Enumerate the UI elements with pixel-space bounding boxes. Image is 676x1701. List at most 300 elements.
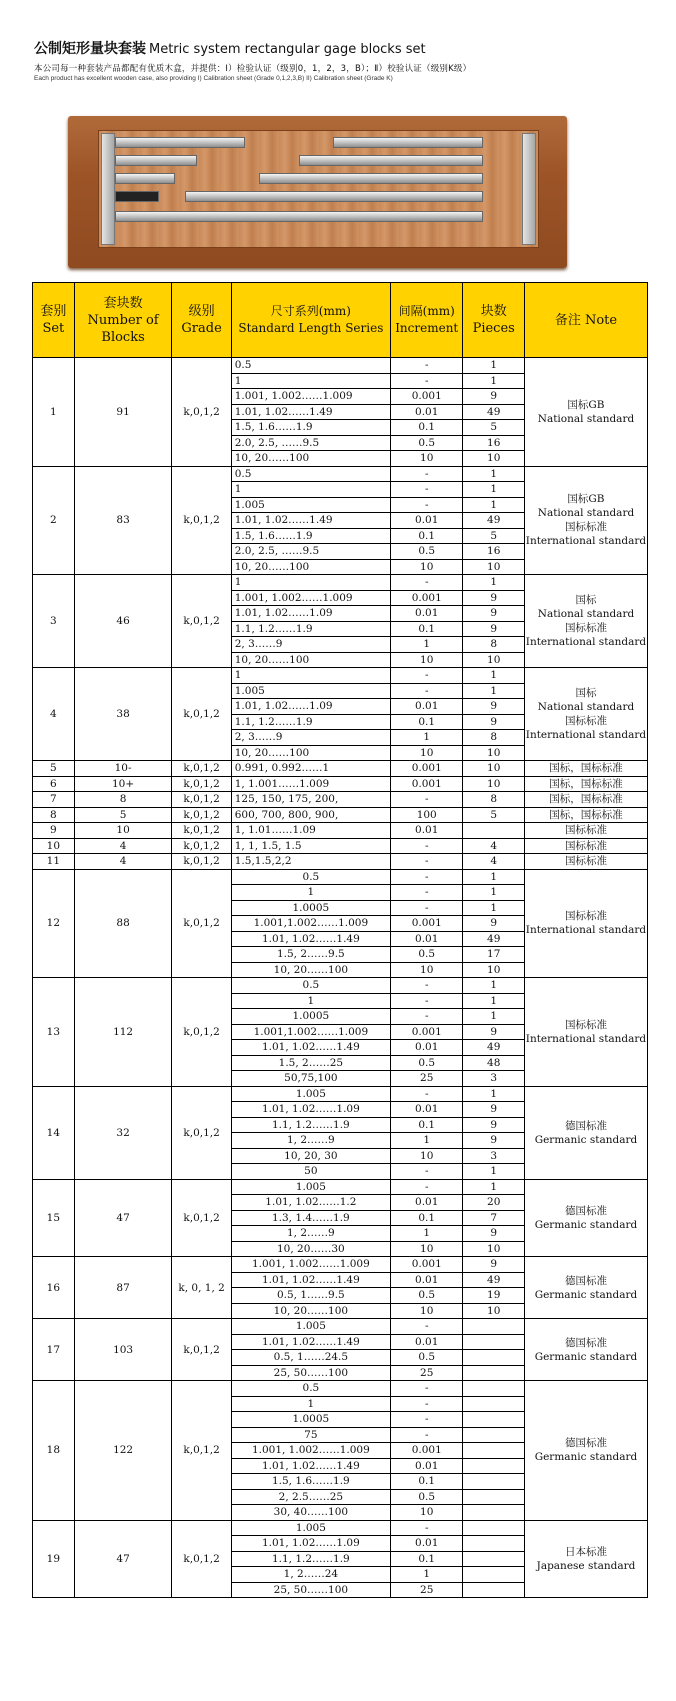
gage-block-bar xyxy=(299,155,483,166)
pieces-cell: 8 xyxy=(463,792,525,808)
set-cell: 9 xyxy=(33,823,75,839)
set-cell: 13 xyxy=(33,978,75,1087)
gage-block-bar xyxy=(115,211,483,222)
series-cell: 2.0, 2.5, ……9.5 xyxy=(231,544,390,560)
series-cell: 1 xyxy=(231,885,390,901)
series-cell: 600, 700, 800, 900, xyxy=(231,807,390,823)
pieces-cell xyxy=(463,1489,525,1505)
note-line: 国标标准 xyxy=(564,715,607,727)
set-cell: 4 xyxy=(33,668,75,761)
note-line: International standard xyxy=(525,729,647,741)
increment-cell: - xyxy=(390,1427,462,1443)
note-line: 德国标准 xyxy=(564,1336,607,1349)
note-cell xyxy=(524,807,647,823)
pieces-cell: 9 xyxy=(463,916,525,932)
series-cell: 25, 50……100 xyxy=(231,1582,390,1598)
pieces-cell xyxy=(463,1396,525,1412)
increment-cell: 0.1 xyxy=(390,1117,462,1133)
increment-cell: - xyxy=(390,978,462,994)
series-cell: 1.5, 1.6……1.9 xyxy=(231,1474,390,1490)
series-cell: 1.005 xyxy=(231,1520,390,1536)
increment-cell: - xyxy=(390,358,462,374)
series-cell: 0.5 xyxy=(231,869,390,885)
note-line: 国标，国标标准 xyxy=(549,777,623,790)
increment-cell: 100 xyxy=(390,807,462,823)
note-line: 德国标准 xyxy=(564,1119,607,1132)
note-line: 国标，国标标准 xyxy=(549,808,623,821)
increment-cell: - xyxy=(390,683,462,699)
note-line: Japanese standard xyxy=(536,1559,636,1572)
set-cell: 11 xyxy=(33,854,75,870)
title-en: Metric system rectangular gage blocks set xyxy=(149,42,426,57)
series-cell: 1.0005 xyxy=(231,900,390,916)
pieces-cell: 1 xyxy=(463,358,525,374)
pieces-cell: 3 xyxy=(463,1148,525,1164)
pieces-cell: 49 xyxy=(463,1040,525,1056)
grade-cell: k,0,1,2 xyxy=(172,838,231,854)
pieces-cell: 17 xyxy=(463,947,525,963)
note-cell xyxy=(524,1179,647,1257)
blocks-cell: 87 xyxy=(74,1257,172,1319)
pieces-cell xyxy=(463,1443,525,1459)
set-cell: 3 xyxy=(33,575,75,668)
increment-cell: 25 xyxy=(390,1365,462,1381)
series-cell: 1.01, 1.02……1.49 xyxy=(231,1458,390,1474)
increment-cell: - xyxy=(390,1009,462,1025)
increment-cell: - xyxy=(390,854,462,870)
series-cell: 1.005 xyxy=(231,1319,390,1335)
note-line: Germanic standard xyxy=(534,1451,638,1464)
increment-cell: 0.01 xyxy=(390,404,462,420)
pieces-cell: 10 xyxy=(463,1303,525,1319)
series-cell: 1.01, 1.02……1.49 xyxy=(231,1040,390,1056)
note-cell xyxy=(524,978,647,1087)
series-cell: 0.5 xyxy=(231,1381,390,1397)
grade-cell: k,0,1,2 xyxy=(172,575,231,668)
series-cell: 1.0005 xyxy=(231,1412,390,1428)
brand-label-block xyxy=(115,191,159,202)
pieces-cell: 1 xyxy=(463,1086,525,1102)
pieces-cell: 9 xyxy=(463,590,525,606)
case-side-block-left xyxy=(101,133,115,245)
note-line: 国标标准 xyxy=(564,1018,607,1031)
col-header-set: 套别 Set xyxy=(33,283,75,358)
series-cell: 10, 20……100 xyxy=(231,1303,390,1319)
series-cell: 1, 1, 1.5, 1.5 xyxy=(231,838,390,854)
series-cell: 0.5 xyxy=(231,466,390,482)
pieces-cell: 8 xyxy=(463,730,525,746)
increment-cell: - xyxy=(390,1086,462,1102)
series-cell: 1.005 xyxy=(231,1086,390,1102)
increment-cell: 10 xyxy=(390,745,462,761)
case-side-block-right xyxy=(522,133,536,245)
series-cell: 1.1, 1.2……1.9 xyxy=(231,621,390,637)
grade-cell: k, 0, 1, 2 xyxy=(172,1257,231,1319)
note-cell xyxy=(524,761,647,777)
increment-cell: - xyxy=(390,1520,462,1536)
pieces-cell xyxy=(463,1520,525,1536)
pieces-cell: 49 xyxy=(463,1272,525,1288)
increment-cell: - xyxy=(390,497,462,513)
increment-cell: - xyxy=(390,900,462,916)
grade-cell: k,0,1,2 xyxy=(172,1086,231,1179)
series-cell: 1.001, 1.002……1.009 xyxy=(231,1443,390,1459)
increment-cell: 0.1 xyxy=(390,714,462,730)
note-line: Germanic standard xyxy=(534,1350,638,1363)
note-cell xyxy=(524,358,647,467)
pieces-cell: 9 xyxy=(463,389,525,405)
blocks-cell: 47 xyxy=(74,1520,172,1598)
series-cell: 1 xyxy=(231,993,390,1009)
description-en: Each product has excellent wooden case, also providing I) Calibration sheet (Grade 0,1,2,3,B) II) Calibration sheet (Grade K) xyxy=(34,75,393,82)
note-cell xyxy=(524,854,647,870)
increment-cell: 10 xyxy=(390,962,462,978)
series-cell: 0.991, 0.992……1 xyxy=(231,761,390,777)
series-cell: 1.01, 1.02……1.49 xyxy=(231,404,390,420)
pieces-cell: 9 xyxy=(463,699,525,715)
increment-cell: 0.01 xyxy=(390,699,462,715)
table-row xyxy=(33,1086,648,1102)
pieces-cell: 10 xyxy=(463,652,525,668)
increment-cell: 25 xyxy=(390,1071,462,1087)
pieces-cell xyxy=(463,1551,525,1567)
series-cell: 1.01, 1.02……1.09 xyxy=(231,1102,390,1118)
pieces-cell: 1 xyxy=(463,683,525,699)
increment-cell: 1 xyxy=(390,1133,462,1149)
table-header-row xyxy=(33,283,648,358)
set-cell: 17 xyxy=(33,1319,75,1381)
grade-cell: k,0,1,2 xyxy=(172,1381,231,1521)
series-cell: 2, 3……9 xyxy=(231,637,390,653)
table-row xyxy=(33,823,648,839)
set-cell: 7 xyxy=(33,792,75,808)
increment-cell: 10 xyxy=(390,1241,462,1257)
gage-block-bar xyxy=(259,173,483,184)
increment-cell: 10 xyxy=(390,1148,462,1164)
series-cell: 1.01, 1.02……1.09 xyxy=(231,606,390,622)
note-cell xyxy=(524,823,647,839)
series-cell: 2.0, 2.5, ……9.5 xyxy=(231,435,390,451)
increment-cell: 0.5 xyxy=(390,947,462,963)
pieces-cell: 10 xyxy=(463,451,525,467)
pieces-cell: 49 xyxy=(463,931,525,947)
blocks-cell: 103 xyxy=(74,1319,172,1381)
increment-cell: 1 xyxy=(390,1567,462,1583)
series-cell: 10, 20……30 xyxy=(231,1241,390,1257)
table-row xyxy=(33,978,648,994)
pieces-cell: 9 xyxy=(463,1257,525,1273)
increment-cell: - xyxy=(390,1179,462,1195)
set-cell: 16 xyxy=(33,1257,75,1319)
series-cell: 75 xyxy=(231,1427,390,1443)
gage-block-bar xyxy=(115,137,245,148)
series-cell: 1 xyxy=(231,1396,390,1412)
increment-cell: - xyxy=(390,993,462,1009)
pieces-cell: 1 xyxy=(463,900,525,916)
page-title xyxy=(34,38,654,58)
increment-cell: 10 xyxy=(390,559,462,575)
pieces-cell: 9 xyxy=(463,1226,525,1242)
increment-cell: 0.1 xyxy=(390,420,462,436)
note-line: 德国标准 xyxy=(564,1437,607,1450)
series-cell: 50,75,100 xyxy=(231,1071,390,1087)
pieces-cell: 3 xyxy=(463,1071,525,1087)
blocks-cell: 83 xyxy=(74,466,172,575)
pieces-cell: 1 xyxy=(463,668,525,684)
increment-cell: 0.001 xyxy=(390,1443,462,1459)
pieces-cell: 5 xyxy=(463,420,525,436)
set-cell: 12 xyxy=(33,869,75,978)
series-cell: 10, 20……100 xyxy=(231,559,390,575)
series-cell: 10, 20……100 xyxy=(231,652,390,668)
series-cell: 1.01, 1.02……1.2 xyxy=(231,1195,390,1211)
note-line: National standard xyxy=(537,701,635,713)
increment-cell: - xyxy=(390,1164,462,1180)
increment-cell: 10 xyxy=(390,1303,462,1319)
grade-cell: k,0,1,2 xyxy=(172,869,231,978)
grade-cell: k,0,1,2 xyxy=(172,854,231,870)
series-cell: 1.5, 1.6……1.9 xyxy=(231,420,390,436)
note-line: 国标GB xyxy=(567,493,605,506)
table-row xyxy=(33,869,648,885)
series-cell: 10, 20, 30 xyxy=(231,1148,390,1164)
increment-cell: 0.5 xyxy=(390,544,462,560)
series-cell: 10, 20……100 xyxy=(231,962,390,978)
table-row xyxy=(33,575,648,591)
col-header-increment: 间隔(mm) Increment xyxy=(390,283,462,358)
series-cell: 0.5 xyxy=(231,358,390,374)
increment-cell: 0.5 xyxy=(390,435,462,451)
note-line: International standard xyxy=(525,1032,647,1045)
series-cell: 1 xyxy=(231,373,390,389)
series-cell: 1.001, 1.002……1.009 xyxy=(231,389,390,405)
series-cell: 1 xyxy=(231,482,390,498)
series-cell: 1.5, 2……25 xyxy=(231,1055,390,1071)
note-line: 国标标准 xyxy=(564,839,607,852)
title-cn: 公制矩形量块套装 xyxy=(34,41,146,57)
note-line: 国标 xyxy=(575,687,597,699)
blocks-cell: 46 xyxy=(74,575,172,668)
note-cell xyxy=(524,838,647,854)
note-line: 国标标准 xyxy=(564,855,607,868)
note-line: 国标，国标标准 xyxy=(549,793,623,806)
note-line: Germanic standard xyxy=(534,1133,638,1146)
set-cell: 10 xyxy=(33,838,75,854)
set-cell: 8 xyxy=(33,807,75,823)
series-cell: 1.005 xyxy=(231,683,390,699)
series-cell: 2, 2.5……25 xyxy=(231,1489,390,1505)
increment-cell: 1 xyxy=(390,637,462,653)
set-cell: 5 xyxy=(33,761,75,777)
increment-cell: 0.001 xyxy=(390,389,462,405)
gage-blocks-wooden-case-photo xyxy=(68,116,567,268)
increment-cell: 0.01 xyxy=(390,606,462,622)
note-line: 国标标准 xyxy=(564,824,607,837)
gage-block-bar xyxy=(115,155,197,166)
grade-cell: k,0,1,2 xyxy=(172,978,231,1087)
note-line: 国标，国标标准 xyxy=(549,762,623,775)
pieces-cell: 49 xyxy=(463,513,525,529)
table-row xyxy=(33,807,648,823)
table-row xyxy=(33,668,648,684)
pieces-cell xyxy=(463,1427,525,1443)
note-line: 德国标准 xyxy=(564,1274,607,1287)
pieces-cell: 4 xyxy=(463,854,525,870)
increment-cell: 0.5 xyxy=(390,1288,462,1304)
increment-cell: 10 xyxy=(390,1505,462,1521)
note-cell xyxy=(524,776,647,792)
note-cell xyxy=(524,668,647,761)
grade-cell: k,0,1,2 xyxy=(172,1520,231,1598)
gage-blocks-table xyxy=(32,282,648,1598)
pieces-cell: 1 xyxy=(463,1164,525,1180)
series-cell: 1.005 xyxy=(231,1179,390,1195)
grade-cell: k,0,1,2 xyxy=(172,1179,231,1257)
blocks-cell: 5 xyxy=(74,807,172,823)
pieces-cell xyxy=(463,1365,525,1381)
blocks-cell: 91 xyxy=(74,358,172,467)
increment-cell: 1 xyxy=(390,730,462,746)
increment-cell: - xyxy=(390,838,462,854)
series-cell: 1.005 xyxy=(231,497,390,513)
series-cell: 1.1, 1.2……1.9 xyxy=(231,1551,390,1567)
table-row xyxy=(33,761,648,777)
note-cell xyxy=(524,1520,647,1598)
pieces-cell: 5 xyxy=(463,528,525,544)
note-line: International standard xyxy=(525,924,647,937)
increment-cell: - xyxy=(390,1396,462,1412)
pieces-cell: 9 xyxy=(463,1133,525,1149)
pieces-cell: 8 xyxy=(463,637,525,653)
table-row xyxy=(33,838,648,854)
pieces-cell: 9 xyxy=(463,1024,525,1040)
blocks-cell: 88 xyxy=(74,869,172,978)
pieces-cell: 9 xyxy=(463,1117,525,1133)
increment-cell: 10 xyxy=(390,652,462,668)
pieces-cell: 10 xyxy=(463,1241,525,1257)
increment-cell: 0.1 xyxy=(390,1210,462,1226)
increment-cell: - xyxy=(390,668,462,684)
blocks-cell: 10 xyxy=(74,823,172,839)
series-cell: 1.3, 1.4……1.9 xyxy=(231,1210,390,1226)
grade-cell: k,0,1,2 xyxy=(172,358,231,467)
note-line: 日本标准 xyxy=(564,1545,607,1558)
increment-cell: 0.001 xyxy=(390,1257,462,1273)
series-cell: 2, 3……9 xyxy=(231,730,390,746)
note-line: 国标标准 xyxy=(564,622,607,634)
series-cell: 1.5, 1.6……1.9 xyxy=(231,528,390,544)
pieces-cell: 1 xyxy=(463,466,525,482)
note-cell xyxy=(524,869,647,978)
table-row xyxy=(33,1179,648,1195)
note-line: 国标标准 xyxy=(564,521,607,534)
pieces-cell: 1 xyxy=(463,869,525,885)
series-cell: 1.01, 1.02……1.49 xyxy=(231,1272,390,1288)
pieces-cell xyxy=(463,1505,525,1521)
pieces-cell: 1 xyxy=(463,978,525,994)
table-row xyxy=(33,1319,648,1335)
increment-cell: 0.001 xyxy=(390,776,462,792)
increment-cell: 0.001 xyxy=(390,1024,462,1040)
increment-cell: 0.5 xyxy=(390,1055,462,1071)
increment-cell: 0.001 xyxy=(390,916,462,932)
pieces-cell xyxy=(463,1412,525,1428)
grade-cell: k,0,1,2 xyxy=(172,761,231,777)
increment-cell: 0.01 xyxy=(390,1334,462,1350)
blocks-cell: 10- xyxy=(74,761,172,777)
increment-cell: 0.01 xyxy=(390,1458,462,1474)
col-header-pieces: 块数 Pieces xyxy=(463,283,525,358)
increment-cell: 1 xyxy=(390,1226,462,1242)
pieces-cell: 1 xyxy=(463,993,525,1009)
grade-cell: k,0,1,2 xyxy=(172,823,231,839)
increment-cell: - xyxy=(390,575,462,591)
increment-cell: - xyxy=(390,1381,462,1397)
series-cell: 1, 1.01……1.09 xyxy=(231,823,390,839)
pieces-cell: 10 xyxy=(463,559,525,575)
pieces-cell: 49 xyxy=(463,404,525,420)
set-cell: 2 xyxy=(33,466,75,575)
pieces-cell: 1 xyxy=(463,1179,525,1195)
increment-cell: - xyxy=(390,869,462,885)
page-header xyxy=(34,38,654,82)
note-cell xyxy=(524,1257,647,1319)
increment-cell: 0.001 xyxy=(390,590,462,606)
series-cell: 1.01, 1.02……1.49 xyxy=(231,931,390,947)
series-cell: 1, 2……24 xyxy=(231,1567,390,1583)
series-cell: 0.5 xyxy=(231,978,390,994)
table-row xyxy=(33,776,648,792)
table-row xyxy=(33,358,648,374)
pieces-cell: 1 xyxy=(463,1009,525,1025)
increment-cell: 0.01 xyxy=(390,1102,462,1118)
note-line: 德国标准 xyxy=(564,1204,607,1217)
set-cell: 6 xyxy=(33,776,75,792)
increment-cell: 0.01 xyxy=(390,1040,462,1056)
increment-cell: 0.01 xyxy=(390,513,462,529)
pieces-cell: 16 xyxy=(463,435,525,451)
pieces-cell xyxy=(463,1474,525,1490)
increment-cell: - xyxy=(390,1412,462,1428)
increment-cell: 0.01 xyxy=(390,823,462,839)
table-row xyxy=(33,792,648,808)
pieces-cell: 10 xyxy=(463,761,525,777)
increment-cell: 25 xyxy=(390,1582,462,1598)
table-row xyxy=(33,466,648,482)
blocks-cell: 32 xyxy=(74,1086,172,1179)
pieces-cell: 20 xyxy=(463,1195,525,1211)
increment-cell: 0.01 xyxy=(390,1536,462,1552)
table-body xyxy=(33,358,648,1598)
pieces-cell: 1 xyxy=(463,497,525,513)
note-line: 国标GB xyxy=(567,398,605,411)
series-cell: 0.5, 1……9.5 xyxy=(231,1288,390,1304)
grade-cell: k,0,1,2 xyxy=(172,776,231,792)
note-cell xyxy=(524,1086,647,1179)
pieces-cell xyxy=(463,1350,525,1366)
note-cell xyxy=(524,1381,647,1521)
note-line: International standard xyxy=(525,535,647,548)
pieces-cell: 7 xyxy=(463,1210,525,1226)
note-cell xyxy=(524,466,647,575)
note-cell xyxy=(524,792,647,808)
increment-cell: 0.1 xyxy=(390,1551,462,1567)
col-header-blocks: 套块数 Number of Blocks xyxy=(74,283,172,358)
set-cell: 14 xyxy=(33,1086,75,1179)
blocks-cell: 4 xyxy=(74,838,172,854)
series-cell: 1.5, 2……9.5 xyxy=(231,947,390,963)
note-line: 国标 xyxy=(575,594,597,606)
